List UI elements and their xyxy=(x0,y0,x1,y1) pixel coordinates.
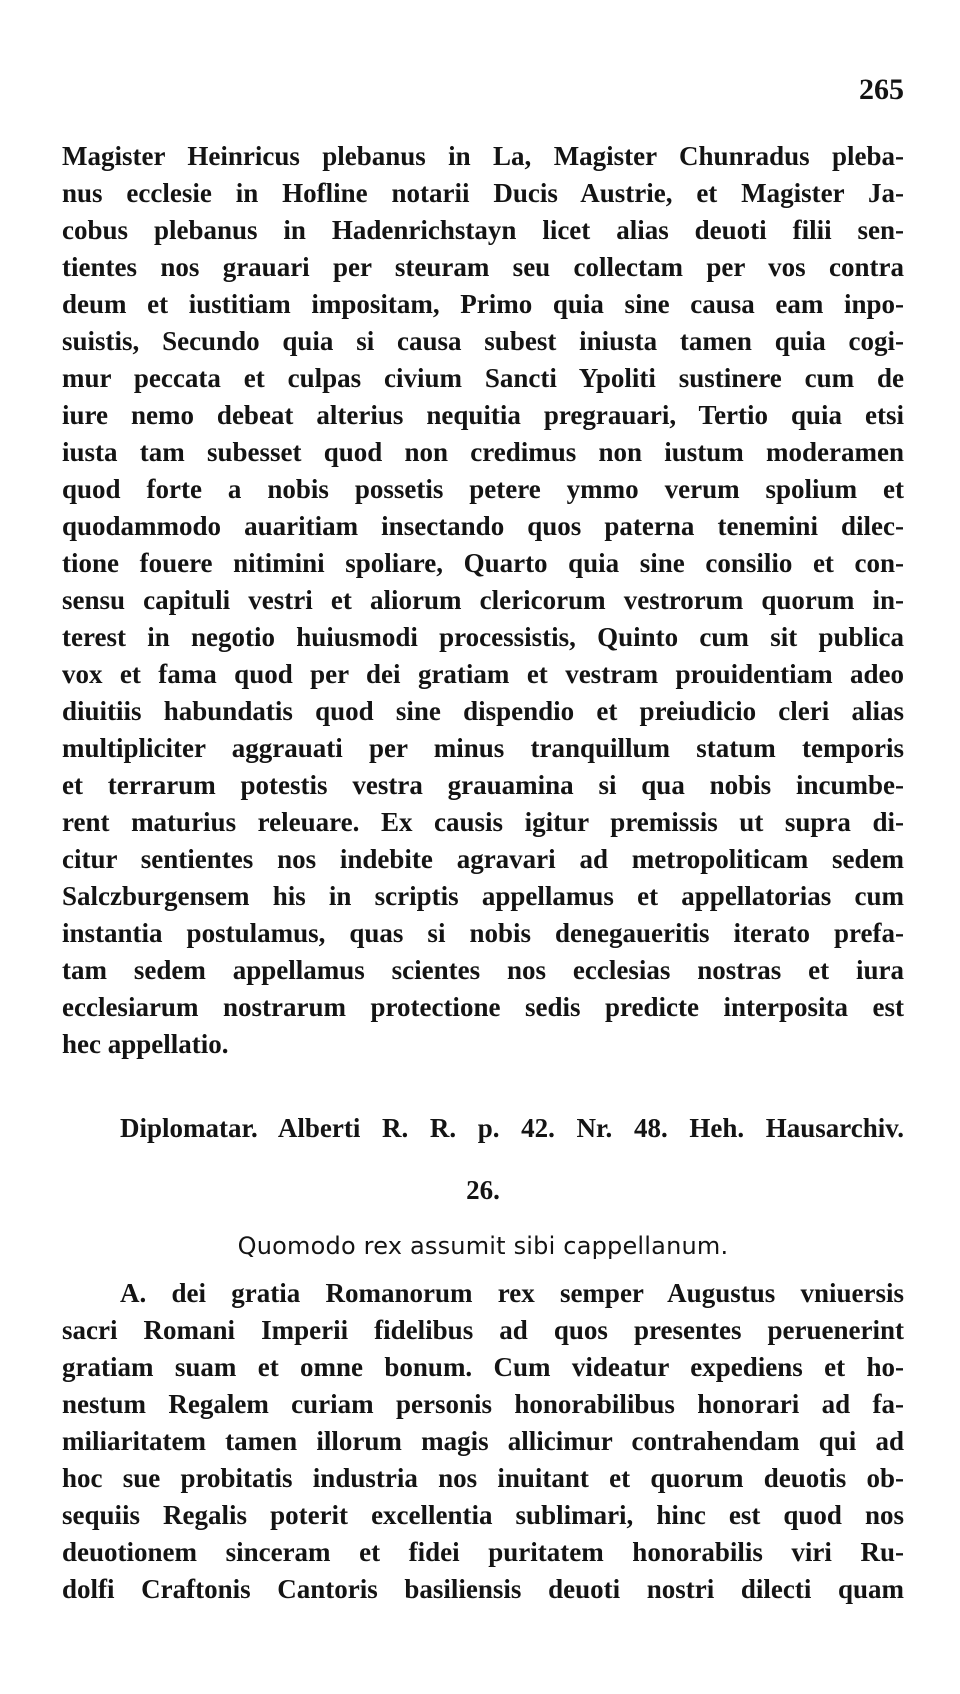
text-line: suistis, Secundo quia si causa subest iniusta tamen quia cogi- xyxy=(62,326,904,356)
text-line: iusta tam subesset quod non credimus non iustum moderamen xyxy=(62,437,904,467)
text-line: mur peccata et culpas civium Sancti Ypoliti sustinere cum de xyxy=(62,363,904,393)
text-line: nestum Regalem curiam personis honorabilibus honorari ad fa- xyxy=(62,1389,904,1419)
paragraph-royal-charter xyxy=(62,1275,904,1608)
page-number: 265 xyxy=(859,73,904,106)
text-line: miliaritatem tamen illorum magis allicimur contrahendam qui ad xyxy=(62,1426,904,1456)
text-line: gratiam suam et omne bonum. Cum videatur expediens et ho- xyxy=(62,1352,904,1382)
text-line: Magister Heinricus plebanus in La, Magister Chunradus pleba- xyxy=(62,141,904,171)
text-line: cobus plebanus in Hadenrichstayn licet alias deuoti filii sen- xyxy=(62,215,904,245)
text-line: multipliciter aggrauati per minus tranquillum statum temporis xyxy=(62,733,904,763)
text-line: tam sedem appellamus scientes nos ecclesias nostras et iura xyxy=(62,955,904,985)
document-number: 26. xyxy=(466,1175,500,1205)
text-line: quodammodo auaritiam insectando quos paterna tenemini dilec- xyxy=(62,511,904,541)
text-line: dolfi Craftonis Cantoris basiliensis deuoti nostri dilecti quam xyxy=(62,1574,904,1604)
text-line: deum et iustitiam impositam, Primo quia sine causa eam inpo- xyxy=(62,289,904,319)
text-line: sensu capituli vestri et aliorum clericorum vestrorum quorum in- xyxy=(62,585,904,615)
text-line: hec appellatio. xyxy=(62,1029,229,1059)
text-line: A. dei gratia Romanorum rex semper Augustus vniuersis xyxy=(120,1278,904,1308)
book-page xyxy=(62,70,904,1670)
text-line: deuotionem sinceram et fidei puritatem honorabilis viri Ru- xyxy=(62,1537,904,1567)
text-line: quod forte a nobis possetis petere ymmo verum spolium et xyxy=(62,474,904,504)
text-line: et terrarum potestis vestra grauamina si qua nobis incumbe- xyxy=(62,770,904,800)
text-line: Salczburgensem his in scriptis appellamus et appellatorias cum xyxy=(62,881,904,911)
text-line: citur sentientes nos indebite agravari ad metropoliticam sedem xyxy=(62,844,904,874)
text-line: terest in negotio huiusmodi processistis, Quinto cum sit publica xyxy=(62,622,904,652)
text-line: tientes nos grauari per steuram seu collectam per vos contra xyxy=(62,252,904,282)
text-line: diuitiis habundatis quod sine dispendio et preiudicio cleri alias xyxy=(62,696,904,726)
text-line: nus ecclesie in Hofline notarii Ducis Austrie, et Magister Ja- xyxy=(62,178,904,208)
text-line: sequiis Regalis poterit excellentia sublimari, hinc est quod nos xyxy=(62,1500,904,1530)
text-line: tione fouere nitimini spoliare, Quarto quia sine consilio et con- xyxy=(62,548,904,578)
text-line: rent maturius releuare. Ex causis igitur premissis ut supra di- xyxy=(62,807,904,837)
text-line: sacri Romani Imperii fidelibus ad quos presentes peruenerint xyxy=(62,1315,904,1345)
paragraph-appellation xyxy=(62,138,904,1063)
text-line: hoc sue probitatis industria nos inuitant et quorum deuotis ob- xyxy=(62,1463,904,1493)
source-citation: Diplomatar. Alberti R. R. p. 42. Nr. 48. Heh. Hausarchiv. xyxy=(120,1113,904,1143)
document-title: Quomodo rex assumit sibi cappellanum. xyxy=(237,1232,729,1260)
text-line: ecclesiarum nostrarum protectione sedis predicte interposita est xyxy=(62,992,904,1022)
text-line: iure nemo debeat alterius nequitia pregrauari, Tertio quia etsi xyxy=(62,400,904,430)
text-line: instantia postulamus, quas si nobis denegaueritis iterato prefa- xyxy=(62,918,904,948)
text-line: vox et fama quod per dei gratiam et vestram prouidentiam adeo xyxy=(62,659,904,689)
